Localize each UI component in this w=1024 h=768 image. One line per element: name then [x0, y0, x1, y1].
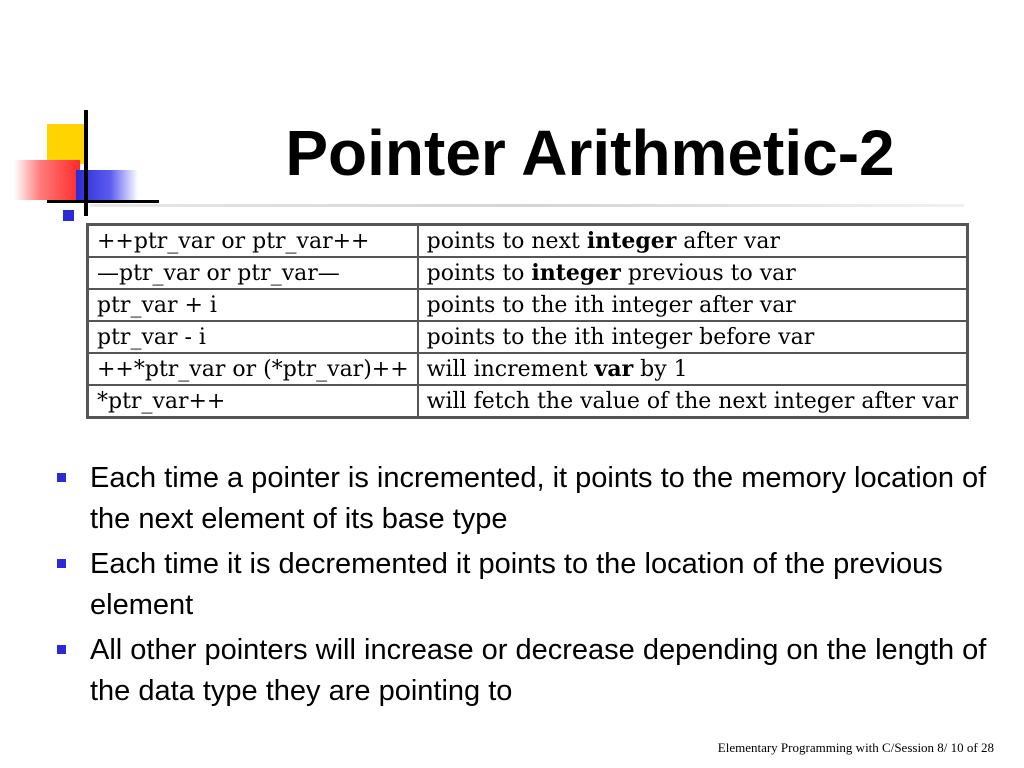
square-bullet-icon [57, 645, 66, 654]
table-cell-expression: —ptr_var or ptr_var— [88, 257, 418, 289]
title-underline [90, 204, 964, 207]
table-cell-description: will increment var by 1 [418, 353, 968, 385]
table-cell-expression: *ptr_var++ [88, 385, 418, 418]
pointer-operations-table [86, 223, 969, 419]
table-cell-expression: ++ptr_var or ptr_var++ [88, 225, 418, 258]
list-item [52, 630, 992, 712]
table-row [88, 257, 968, 289]
table-cell-description: will fetch the value of the next integer after var [418, 385, 968, 418]
list-item [52, 458, 992, 540]
bullet-text: All other pointers will increase or decrease depending on the length of the data type they are pointing to [90, 634, 987, 707]
table-cell-expression: ptr_var + i [88, 289, 418, 321]
table-row [88, 225, 968, 258]
table-cell-expression: ptr_var - i [88, 321, 418, 353]
table-row [88, 289, 968, 321]
bullet-list [52, 458, 992, 712]
logo-horizontal-line [47, 200, 159, 203]
logo-red-bar [14, 160, 80, 200]
logo-yellow-square [47, 124, 87, 164]
slide-footer: Elementary Programming with C/Session 8/ 10 of 28 [717, 740, 994, 755]
slide-title: Pointer Arithmetic-2 [285, 117, 895, 189]
table-cell-expression: ++*ptr_var or (*ptr_var)++ [88, 353, 418, 385]
table-row [88, 353, 968, 385]
table-row [88, 385, 968, 418]
square-bullet-icon [57, 473, 66, 482]
table-cell-description: points to next integer after var [418, 225, 968, 258]
square-bullet-icon [57, 559, 66, 568]
bullet-text: Each time a pointer is incremented, it points to the memory location of the next element of its base type [90, 462, 987, 535]
table-row [88, 321, 968, 353]
table-cell-description: points to integer previous to var [418, 257, 968, 289]
bullet-text: Each time it is decremented it points to the location of the previous element [90, 548, 943, 621]
list-item [52, 544, 992, 626]
table-cell-description: points to the ith integer after var [418, 289, 968, 321]
table-cell-description: points to the ith integer before var [418, 321, 968, 353]
logo-small-blue-square [63, 210, 74, 221]
